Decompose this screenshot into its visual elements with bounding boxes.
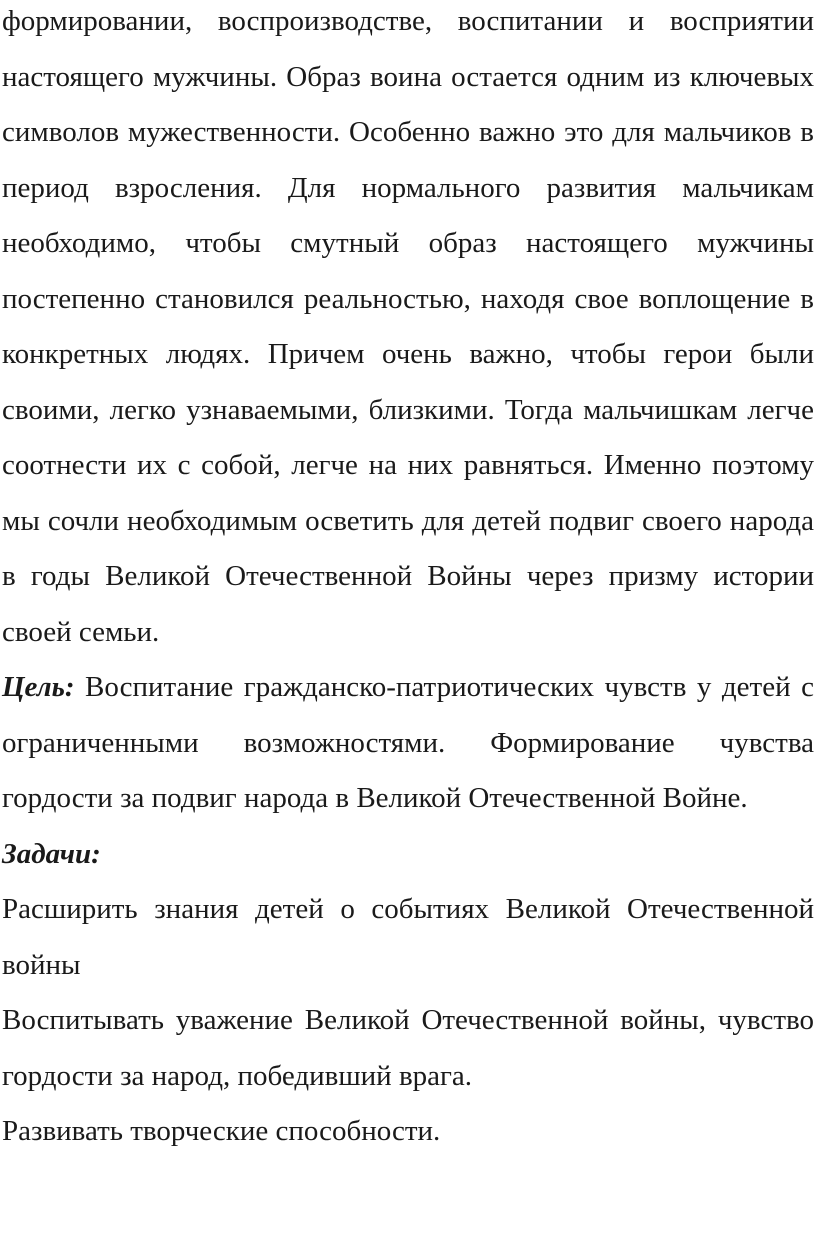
tasks-heading (2, 827, 814, 883)
goal-label: Цель: (2, 671, 75, 703)
task-item-1: Расширить знания детей о событиях Великой Отечественной войны (2, 893, 814, 981)
goal-paragraph (2, 660, 814, 827)
goal-text: Воспитание гражданско-патриотических чувств у детей с ограниченными возможностями. Формирование чувства гордости за подвиг народа в Великой Отечественной Войне. (2, 671, 814, 814)
task-item-3: Развивать творческие способности. (2, 1115, 441, 1147)
task-item-2: Воспитывать уважение Великой Отечественной войны, чувство гордости за народ, победивший врага. (2, 1004, 814, 1092)
tasks-label: Задачи: (2, 837, 101, 870)
intro-paragraph: формировании, воспроизводстве, воспитании и восприятии настоящего мужчины. Образ воина остается одним из ключевых символов мужественности. Особенно важно это для мальчиков в период взросления. Для нормального развития мальчикам необходимо, чтобы смутный образ настоящего мужчины постепенно становился реальностью, находя свое воплощение в конкретных людях. Причем очень важно, чтобы герои были своими, легко узнаваемыми, близкими. Тогда мальчишкам легче соотнести их с собой, легче на них равняться. Именно поэтому мы сочли необходимым осветить для детей подвиг своего народа в годы Великой Отечественной Войны через призму истории своей семьи. (2, 5, 814, 648)
document-page (2, 0, 814, 1160)
